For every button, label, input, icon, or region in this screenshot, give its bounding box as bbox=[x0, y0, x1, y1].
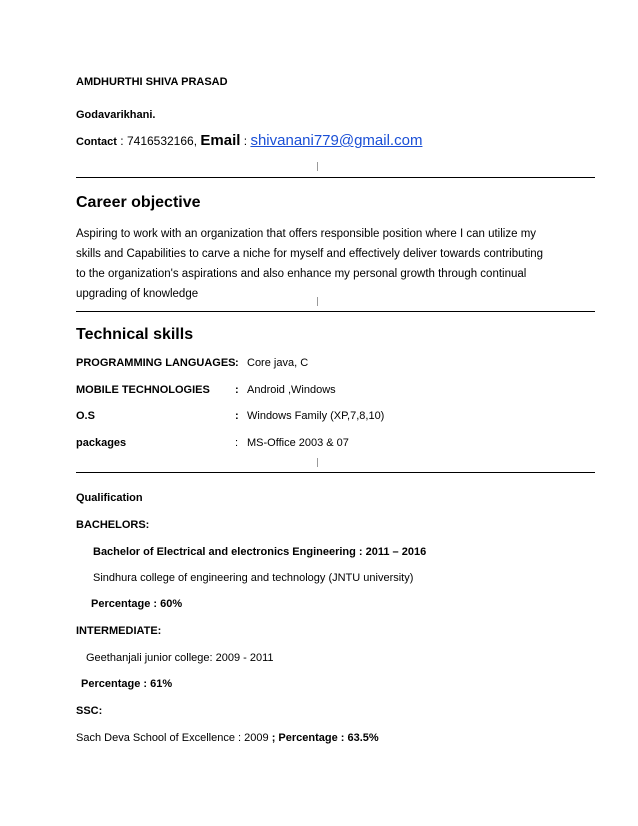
contact-line bbox=[76, 132, 422, 149]
skill-separator: : bbox=[235, 410, 239, 422]
skill-separator: : bbox=[235, 357, 239, 369]
skill-value: Windows Family (XP,7,8,10) bbox=[247, 410, 385, 422]
contact-phone: : 7416532166, bbox=[120, 134, 198, 148]
bachelors-percentage: Percentage : 60% bbox=[91, 598, 183, 610]
candidate-name: AMDHURTHI SHIVA PRASAD bbox=[76, 76, 228, 88]
qualification-heading: Qualification bbox=[76, 492, 143, 504]
divider-tick bbox=[317, 297, 318, 306]
career-line: skills and Capabilities to carve a niche for myself and effectively deliver towards contributing bbox=[76, 248, 544, 260]
skill-value: Core java, C bbox=[247, 357, 309, 369]
bachelors-degree: Bachelor of Electrical and electronics Engineering : 2011 – 2016 bbox=[93, 546, 427, 558]
career-line: to the organization's aspirations and also enhance my personal growth through continual bbox=[76, 268, 527, 280]
intermediate-label: INTERMEDIATE: bbox=[76, 625, 162, 637]
divider-line bbox=[76, 177, 595, 178]
email-separator: : bbox=[243, 134, 248, 148]
bachelors-label: BACHELORS: bbox=[76, 519, 150, 531]
divider-tick bbox=[317, 162, 318, 171]
career-objective-heading: Career objective bbox=[76, 194, 201, 211]
skill-label: O.S bbox=[76, 410, 95, 422]
divider-line bbox=[76, 311, 595, 312]
career-line: Aspiring to work with an organization that offers responsible position where I can utilize my bbox=[76, 228, 537, 240]
bachelors-college: Sindhura college of engineering and technology (JNTU university) bbox=[93, 572, 414, 584]
candidate-location: Godavarikhani. bbox=[76, 109, 156, 121]
skill-label: PROGRAMMING LANGUAGES bbox=[76, 357, 236, 369]
skill-separator: : bbox=[235, 384, 239, 396]
ssc-percentage: Percentage : 63.5% bbox=[278, 732, 379, 744]
divider-line bbox=[76, 472, 595, 473]
technical-skills-heading: Technical skills bbox=[76, 326, 194, 343]
ssc-separator: ; bbox=[271, 732, 276, 744]
ssc-label: SSC: bbox=[76, 705, 103, 717]
email-label: Email bbox=[200, 132, 241, 149]
contact-label: Contact bbox=[76, 136, 117, 148]
ssc-school: Sach Deva School of Excellence : 2009 bbox=[76, 732, 269, 744]
skill-value: Android ,Windows bbox=[247, 384, 336, 396]
skill-separator: : bbox=[235, 437, 239, 449]
career-line: upgrading of knowledge bbox=[76, 288, 199, 300]
intermediate-college: Geethanjali junior college: 2009 - 2011 bbox=[86, 652, 274, 664]
skill-label: packages bbox=[76, 437, 127, 449]
divider-tick bbox=[317, 458, 318, 467]
skill-value: MS-Office 2003 & 07 bbox=[247, 437, 349, 449]
ssc-line bbox=[76, 732, 379, 744]
skill-label: MOBILE TECHNOLOGIES bbox=[76, 384, 210, 396]
career-objective-text bbox=[76, 224, 576, 304]
email-link[interactable]: shivanani779@gmail.com bbox=[250, 132, 423, 149]
intermediate-percentage: Percentage : 61% bbox=[81, 678, 173, 690]
